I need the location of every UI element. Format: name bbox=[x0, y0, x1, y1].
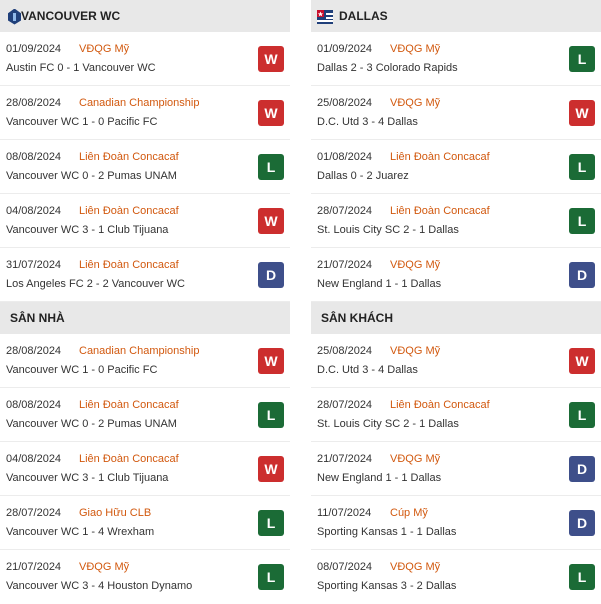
match-date: 04/08/2024 bbox=[6, 205, 62, 217]
section-title: SÂN NHÀ bbox=[10, 311, 65, 325]
match-row[interactable] bbox=[311, 140, 601, 194]
match-date: 28/08/2024 bbox=[6, 97, 62, 109]
result-badge: L bbox=[258, 510, 284, 536]
match-date: 01/09/2024 bbox=[6, 43, 62, 55]
competition-link[interactable]: Giao Hữu CLB bbox=[79, 507, 152, 519]
match-score: Vancouver WC 0 - 2 Pumas UNAM bbox=[6, 170, 177, 182]
dallas-logo-icon bbox=[317, 10, 333, 24]
match-row[interactable] bbox=[0, 334, 290, 388]
match-row[interactable] bbox=[311, 334, 601, 388]
result-badge: L bbox=[569, 208, 595, 234]
match-score: Vancouver WC 3 - 1 Club Tijuana bbox=[6, 224, 169, 236]
competition-link[interactable]: Cúp Mỹ bbox=[390, 507, 428, 519]
match-score: Dallas 0 - 2 Juarez bbox=[317, 170, 409, 182]
competition-link[interactable]: VĐQG Mỹ bbox=[390, 561, 441, 573]
match-row[interactable] bbox=[311, 194, 601, 248]
match-date: 08/08/2024 bbox=[6, 399, 62, 411]
result-badge: W bbox=[258, 348, 284, 374]
section-header-away bbox=[311, 302, 601, 334]
match-score: St. Louis City SC 2 - 1 Dallas bbox=[317, 224, 459, 236]
match-score: Vancouver WC 1 - 0 Pacific FC bbox=[6, 116, 158, 128]
match-row[interactable] bbox=[0, 442, 290, 496]
match-score: Los Angeles FC 2 - 2 Vancouver WC bbox=[6, 278, 185, 290]
competition-link[interactable]: Liên Đoàn Concacaf bbox=[390, 151, 490, 163]
match-row[interactable] bbox=[311, 550, 601, 604]
competition-link[interactable]: Liên Đoàn Concacaf bbox=[79, 151, 179, 163]
match-row[interactable] bbox=[0, 388, 290, 442]
result-badge: D bbox=[258, 262, 284, 288]
match-row[interactable] bbox=[0, 140, 290, 194]
match-date: 11/07/2024 bbox=[317, 507, 372, 519]
competition-link[interactable]: VĐQG Mỹ bbox=[390, 453, 441, 465]
match-score: New England 1 - 1 Dallas bbox=[317, 278, 442, 290]
section-header-home bbox=[0, 302, 290, 334]
team-header bbox=[311, 0, 601, 32]
competition-link[interactable]: Canadian Championship bbox=[79, 97, 200, 109]
match-row[interactable] bbox=[0, 248, 290, 302]
result-badge: L bbox=[258, 154, 284, 180]
competition-link[interactable]: Liên Đoàn Concacaf bbox=[79, 205, 179, 217]
vancouver-logo-icon bbox=[8, 9, 21, 25]
competition-link[interactable]: VĐQG Mỹ bbox=[390, 43, 441, 55]
match-score: D.C. Utd 3 - 4 Dallas bbox=[317, 116, 418, 128]
result-badge: W bbox=[258, 100, 284, 126]
match-date: 01/09/2024 bbox=[317, 43, 373, 55]
match-date: 28/07/2024 bbox=[317, 205, 373, 217]
result-badge: L bbox=[569, 402, 595, 428]
competition-link[interactable]: Liên Đoàn Concacaf bbox=[79, 399, 179, 411]
match-row[interactable] bbox=[311, 496, 601, 550]
competition-link[interactable]: Liên Đoàn Concacaf bbox=[390, 205, 490, 217]
competition-link[interactable]: Canadian Championship bbox=[79, 345, 200, 357]
result-badge: D bbox=[569, 456, 595, 482]
team-column-dallas bbox=[311, 0, 601, 604]
result-badge: W bbox=[258, 46, 284, 72]
result-badge: L bbox=[569, 46, 595, 72]
match-score: St. Louis City SC 2 - 1 Dallas bbox=[317, 418, 459, 430]
team-column-vancouver bbox=[0, 0, 290, 604]
section-title: SÂN KHÁCH bbox=[321, 311, 393, 325]
competition-link[interactable]: VĐQG Mỹ bbox=[390, 259, 441, 271]
match-date: 28/07/2024 bbox=[6, 507, 62, 519]
match-score: Vancouver WC 1 - 0 Pacific FC bbox=[6, 364, 158, 376]
match-row[interactable] bbox=[311, 248, 601, 302]
result-badge: D bbox=[569, 262, 595, 288]
team-header bbox=[0, 0, 290, 32]
match-date: 28/07/2024 bbox=[317, 399, 373, 411]
match-row[interactable] bbox=[311, 388, 601, 442]
result-badge: L bbox=[569, 564, 595, 590]
match-date: 21/07/2024 bbox=[6, 561, 62, 573]
competition-link[interactable]: Liên Đoàn Concacaf bbox=[79, 453, 179, 465]
match-score: Vancouver WC 3 - 1 Club Tijuana bbox=[6, 472, 169, 484]
match-date: 04/08/2024 bbox=[6, 453, 62, 465]
match-score: Sporting Kansas 3 - 2 Dallas bbox=[317, 580, 457, 592]
match-date: 21/07/2024 bbox=[317, 453, 373, 465]
competition-link[interactable]: VĐQG Mỹ bbox=[390, 345, 441, 357]
competition-link[interactable]: Liên Đoàn Concacaf bbox=[390, 399, 490, 411]
result-badge: W bbox=[258, 456, 284, 482]
match-date: 08/07/2024 bbox=[317, 561, 373, 573]
match-date: 28/08/2024 bbox=[6, 345, 62, 357]
match-date: 25/08/2024 bbox=[317, 345, 373, 357]
result-badge: L bbox=[569, 154, 595, 180]
competition-link[interactable]: VĐQG Mỹ bbox=[79, 43, 130, 55]
result-badge: D bbox=[569, 510, 595, 536]
match-score: Vancouver WC 3 - 4 Houston Dynamo bbox=[6, 580, 193, 592]
match-date: 31/07/2024 bbox=[6, 259, 62, 271]
team-name: VANCOUVER WC bbox=[21, 9, 121, 23]
match-date: 25/08/2024 bbox=[317, 97, 373, 109]
match-date: 21/07/2024 bbox=[317, 259, 373, 271]
competition-link[interactable]: VĐQG Mỹ bbox=[79, 561, 130, 573]
match-row[interactable] bbox=[0, 550, 290, 604]
match-row[interactable] bbox=[0, 496, 290, 550]
result-badge: W bbox=[569, 100, 595, 126]
team-name: DALLAS bbox=[339, 9, 388, 23]
competition-link[interactable]: Liên Đoàn Concacaf bbox=[79, 259, 179, 271]
match-row[interactable] bbox=[0, 86, 290, 140]
match-row[interactable] bbox=[311, 32, 601, 86]
competition-link[interactable]: VĐQG Mỹ bbox=[390, 97, 441, 109]
match-score: Vancouver WC 0 - 2 Pumas UNAM bbox=[6, 418, 177, 430]
result-badge: L bbox=[258, 402, 284, 428]
match-score: Dallas 2 - 3 Colorado Rapids bbox=[317, 62, 458, 74]
match-score: Vancouver WC 1 - 4 Wrexham bbox=[6, 526, 155, 538]
result-badge: W bbox=[258, 208, 284, 234]
result-badge: W bbox=[569, 348, 595, 374]
match-score: Sporting Kansas 1 - 1 Dallas bbox=[317, 526, 457, 538]
match-row[interactable] bbox=[311, 86, 601, 140]
match-row[interactable] bbox=[0, 194, 290, 248]
match-row[interactable] bbox=[311, 442, 601, 496]
match-score: Austin FC 0 - 1 Vancouver WC bbox=[6, 62, 156, 74]
match-score: D.C. Utd 3 - 4 Dallas bbox=[317, 364, 418, 376]
match-score: New England 1 - 1 Dallas bbox=[317, 472, 442, 484]
match-row[interactable] bbox=[0, 32, 290, 86]
match-date: 01/08/2024 bbox=[317, 151, 373, 163]
result-badge: L bbox=[258, 564, 284, 590]
match-date: 08/08/2024 bbox=[6, 151, 62, 163]
